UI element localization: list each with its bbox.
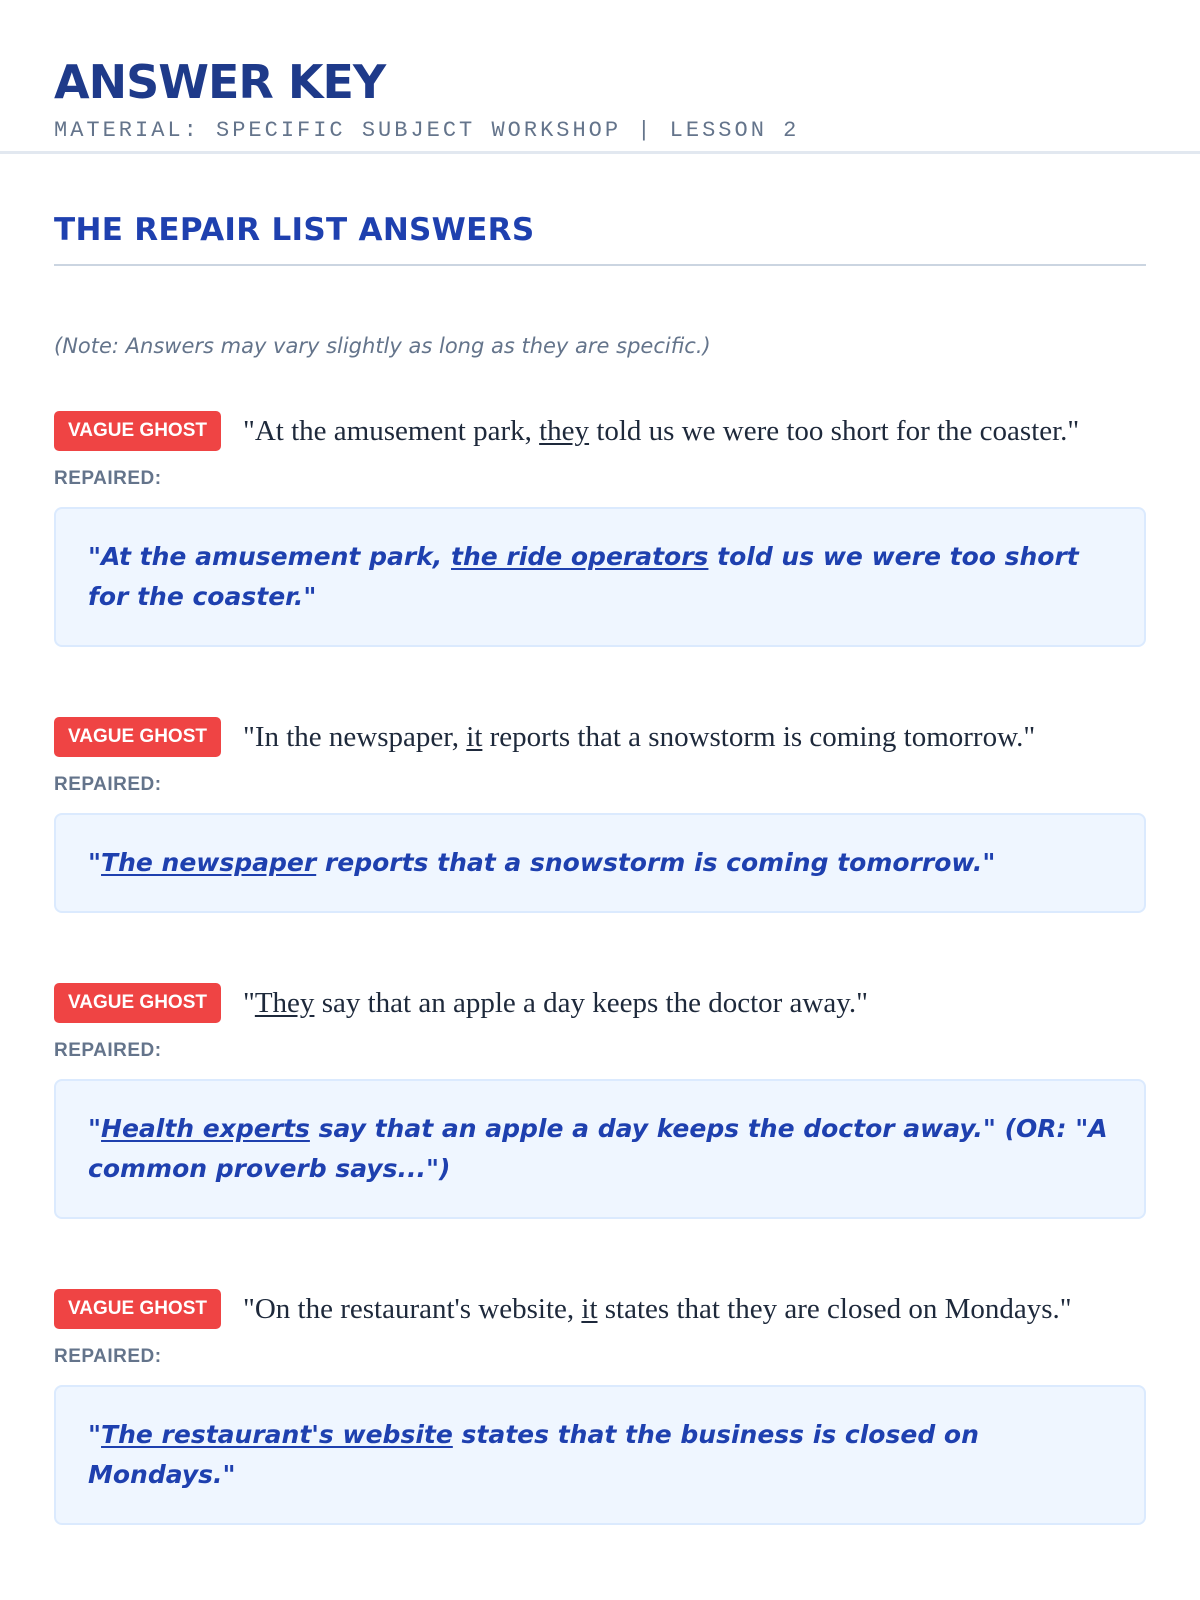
sentence-text: "In the newspaper, (243, 720, 467, 753)
original-sentence (243, 721, 1035, 754)
sentence-text: "At the amusement park, (243, 414, 540, 447)
repaired-label: REPAIRED: (54, 468, 162, 489)
vague-pronoun: they (539, 414, 590, 447)
sentence-text: " (88, 848, 102, 877)
vague-ghost-badge: VAGUE GHOST (54, 1289, 221, 1329)
answer-item (54, 1289, 1146, 1525)
section-heading: THE REPAIR LIST ANSWERS (54, 154, 1146, 266)
original-sentence (243, 415, 1079, 448)
sentence-text: reports that a snowstorm is coming tomorrow." (316, 848, 996, 877)
sentence-text: " (243, 986, 255, 1019)
repaired-box (54, 1385, 1146, 1525)
answers-note: (Note: Answers may vary slightly as long as they are specific.) (54, 334, 711, 358)
original-sentence (243, 987, 868, 1020)
answer-item (54, 411, 1146, 647)
vague-pronoun: They (254, 986, 315, 1019)
page-subtitle: MATERIAL: SPECIFIC SUBJECT WORKSHOP | LESSON 2 (54, 118, 800, 143)
sentence-text: states that they are closed on Mondays." (597, 1292, 1072, 1325)
vague-pronoun: it (581, 1292, 598, 1325)
vague-pronoun: it (466, 720, 483, 753)
repaired-label: REPAIRED: (54, 1346, 162, 1367)
original-sentence (243, 1293, 1072, 1326)
problem-line (54, 717, 1146, 757)
specific-subject: The restaurant's website (101, 1420, 453, 1449)
sentence-text: say that an apple a day keeps the doctor away." (OR: "A common proverb says...") (88, 1114, 1108, 1183)
repaired-sentence (88, 537, 1112, 617)
specific-subject: the ride operators (451, 542, 709, 571)
sentence-text: reports that a snowstorm is coming tomorrow." (482, 720, 1036, 753)
answer-item (54, 717, 1146, 913)
repaired-sentence (88, 1415, 1112, 1495)
vague-ghost-badge: VAGUE GHOST (54, 717, 221, 757)
vague-ghost-badge: VAGUE GHOST (54, 983, 221, 1023)
repaired-sentence (88, 843, 1112, 883)
repaired-box (54, 507, 1146, 647)
sentence-text: say that an apple a day keeps the doctor away." (314, 986, 868, 1019)
vague-ghost-badge: VAGUE GHOST (54, 411, 221, 451)
sentence-text: "On the restaurant's website, (243, 1292, 582, 1325)
repaired-label: REPAIRED: (54, 1040, 162, 1061)
sentence-text: told us we were too short for the coaster." (589, 414, 1080, 447)
repaired-box (54, 1079, 1146, 1219)
sentence-text: " (88, 1420, 102, 1449)
specific-subject: Health experts (101, 1114, 310, 1143)
problem-line (54, 411, 1146, 451)
problem-line (54, 1289, 1146, 1329)
page-header (0, 0, 1200, 154)
repaired-label: REPAIRED: (54, 774, 162, 795)
sentence-text: " (88, 1114, 102, 1143)
answer-list (54, 411, 1146, 1525)
problem-line (54, 983, 1146, 1023)
answer-item (54, 983, 1146, 1219)
sentence-text: states that the business is closed on Mondays." (88, 1420, 979, 1489)
repaired-sentence (88, 1109, 1112, 1189)
repaired-box (54, 813, 1146, 913)
specific-subject: The newspaper (101, 848, 317, 877)
sentence-text: "At the amusement park, (88, 542, 452, 571)
main-content (0, 154, 1200, 1525)
sentence-text: told us we were too short for the coaster." (88, 542, 1079, 611)
page-title: ANSWER KEY (54, 55, 386, 109)
